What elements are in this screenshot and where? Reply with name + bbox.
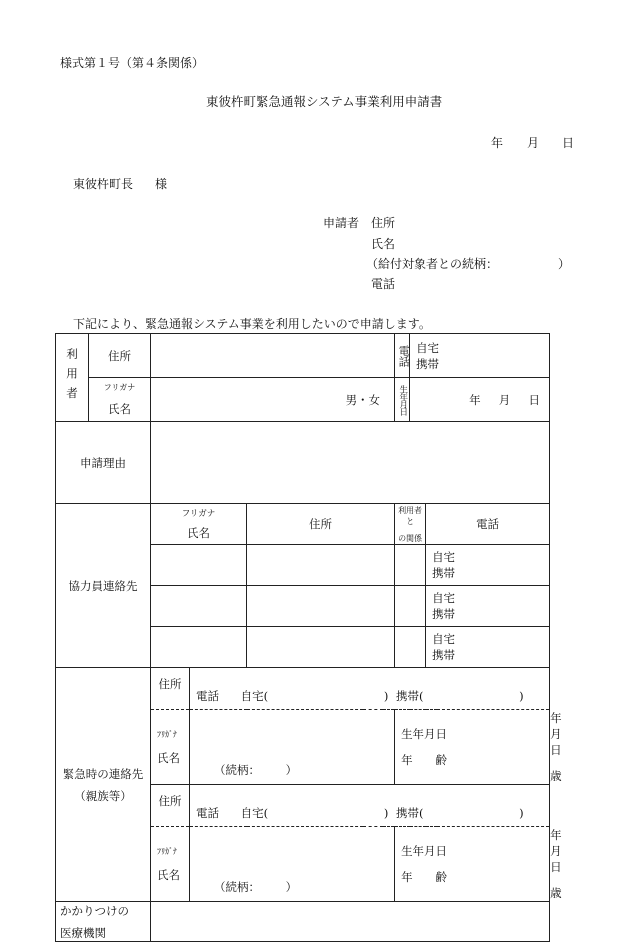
emergency-1-ymd: 年 月 日 (550, 711, 574, 757)
emergency-1-address-row (56, 668, 550, 710)
emergency-2-name-value[interactable] (190, 827, 395, 902)
date-year: 年 (491, 136, 504, 150)
cooperator-1-relation[interactable] (395, 545, 426, 586)
emergency-2-address-label: 住所 (151, 785, 190, 827)
user-furigana-label: フリガナ (103, 383, 136, 392)
cooperator-relation-2: の関係 (398, 533, 423, 543)
emergency-2-birth-label-cell (395, 827, 550, 902)
emergency-2-birth-label: 生年月日 (401, 844, 448, 858)
date-month: 月 (527, 136, 540, 150)
emergency-1-address-label: 住所 (151, 668, 190, 710)
cooperator-2-phone[interactable] (426, 586, 550, 627)
emergency-2-ymd: 年 月 日 (550, 828, 574, 874)
intro-text: 下記により、緊急通報システム事業を利用したいので申請します。 (73, 317, 431, 331)
user-address-label: 住所 (89, 334, 151, 378)
emergency-1-phone-label: 電話 (196, 689, 219, 703)
date-day: 日 (562, 136, 575, 150)
emergency-2-address-value[interactable] (190, 785, 550, 827)
emergency-1-home-label: 自宅( (240, 689, 269, 703)
emergency-1-name-value[interactable] (190, 710, 395, 785)
clinic-label-2: 医療機関 (60, 925, 106, 940)
emergency-label-cell (56, 668, 151, 902)
cooperator-3-relation[interactable] (395, 627, 426, 668)
cooperator-1-name[interactable] (151, 545, 247, 586)
emergency-2-age-unit: 歳 (550, 886, 562, 900)
honorific: 様 (155, 177, 168, 191)
cooperator-address-header: 住所 (247, 504, 395, 545)
emergency-2-mobile-close: ) (519, 806, 524, 820)
clinic-label-1: かかりつけの (60, 903, 129, 918)
emergency-1-mobile-close: ) (519, 689, 524, 703)
emergency-1-address-value[interactable] (190, 668, 550, 710)
clinic-value[interactable] (151, 902, 550, 942)
cooperator-furigana-header: フリガナ (181, 509, 216, 519)
reason-value[interactable] (151, 422, 550, 504)
cooperator-3-home: 自宅 (432, 632, 456, 646)
user-home-label: 自宅 (416, 340, 440, 355)
cooperator-3-phone[interactable] (426, 627, 550, 668)
emergency-2-mobile-label: 携帯( (395, 806, 424, 820)
emergency-1-relation-close: ） (285, 763, 298, 777)
emergency-1-name-label-cell (151, 710, 190, 785)
emergency-label: 緊急時の連絡先 (62, 766, 144, 781)
user-name-label: 氏名 (108, 402, 131, 416)
user-birth-year: 年 (469, 392, 481, 407)
user-label: 利用者 (65, 348, 79, 407)
cooperator-3-mobile: 携帯 (432, 648, 456, 662)
reason-label: 申請理由 (56, 422, 151, 504)
emergency-2-home-label: 自宅( (240, 806, 269, 820)
user-birth-month: 月 (498, 392, 511, 407)
applicant-label: 申請者 (323, 216, 360, 230)
cooperator-2-relation[interactable] (395, 586, 426, 627)
user-phone-label: 電話 (397, 344, 411, 367)
clinic-label-cell (56, 902, 151, 942)
cooperator-1-phone[interactable] (426, 545, 550, 586)
emergency-2-relation-label: （続柄： (214, 880, 260, 894)
emergency-sublabel: （親族等） (74, 788, 132, 803)
application-table (55, 333, 574, 942)
applicant-name-label: 氏名 (371, 237, 396, 251)
user-mobile-label: 携帯 (416, 356, 440, 371)
emergency-1-relation-label: （続柄： (214, 763, 260, 777)
emergency-1-name-label: 氏名 (157, 750, 180, 765)
cooperator-label: 協力員連絡先 (56, 504, 151, 668)
emergency-1-home-close: ) (383, 689, 389, 703)
emergency-1-birth-label-cell (395, 710, 550, 785)
clinic-row (56, 902, 550, 942)
emergency-1-birth-label: 生年月日 (401, 727, 448, 741)
user-phone-label-cell (395, 334, 410, 378)
applicant-relation-close: ） (558, 257, 571, 271)
emergency-1-mobile-label: 携帯( (395, 689, 424, 703)
user-birth-day: 日 (528, 392, 540, 407)
cooperator-3-address[interactable] (247, 627, 395, 668)
emergency-2-name-label: 氏名 (157, 867, 180, 882)
emergency-1-age-unit: 歳 (550, 769, 562, 783)
emergency-2-name-label-cell (151, 827, 190, 902)
cooperator-name-header (151, 504, 247, 545)
cooperator-2-mobile: 携帯 (432, 607, 456, 621)
cooperator-relation-1: 利用者と (398, 505, 423, 526)
user-address-row (56, 334, 550, 378)
user-name-row (56, 378, 550, 422)
cooperator-relation-header (395, 504, 426, 545)
applicant-relation-label: （給付対象者との続柄： (366, 257, 499, 271)
applicant-address-label: 住所 (371, 216, 396, 230)
cooperator-phone-header: 電話 (426, 504, 550, 545)
cooperator-2-name[interactable] (151, 586, 247, 627)
applicant-phone-label: 電話 (371, 277, 396, 291)
user-name-value[interactable] (151, 378, 395, 422)
user-sex: 男・女 (345, 392, 381, 407)
emergency-2-phone-label: 電話 (196, 806, 219, 820)
cooperator-header-row (56, 504, 550, 545)
user-birth-value[interactable] (410, 378, 550, 422)
cooperator-2-home: 自宅 (432, 591, 456, 605)
emergency-1-age-label: 年 齢 (401, 753, 448, 767)
addressee: 東彼杵町長 (73, 177, 134, 191)
user-phone-cell[interactable] (410, 334, 550, 378)
form-number: 様式第１号（第４条関係） (60, 56, 205, 70)
cooperator-name-col: 氏名 (187, 526, 210, 540)
cooperator-1-address[interactable] (247, 545, 395, 586)
user-birth-label: 生年月日 (397, 384, 408, 415)
user-label-cell (56, 334, 89, 422)
emergency-2-relation-close: ） (285, 880, 298, 894)
user-name-label-cell (89, 378, 151, 422)
cooperator-1-home: 自宅 (432, 550, 456, 564)
user-birth-label-cell (395, 378, 410, 422)
emergency-2-furigana-label: ﾌﾘｶﾞﾅ (157, 846, 177, 856)
user-address-value[interactable] (151, 334, 395, 378)
emergency-2-home-close: ) (383, 806, 389, 820)
cooperator-2-address[interactable] (247, 586, 395, 627)
reason-row (56, 422, 550, 504)
emergency-2-age-label: 年 齢 (401, 870, 448, 884)
emergency-1-furigana-label: ﾌﾘｶﾞﾅ (157, 729, 177, 739)
form-title: 東彼杵町緊急通報システム事業利用申請書 (206, 94, 443, 109)
cooperator-1-mobile: 携帯 (432, 566, 456, 580)
cooperator-3-name[interactable] (151, 627, 247, 668)
